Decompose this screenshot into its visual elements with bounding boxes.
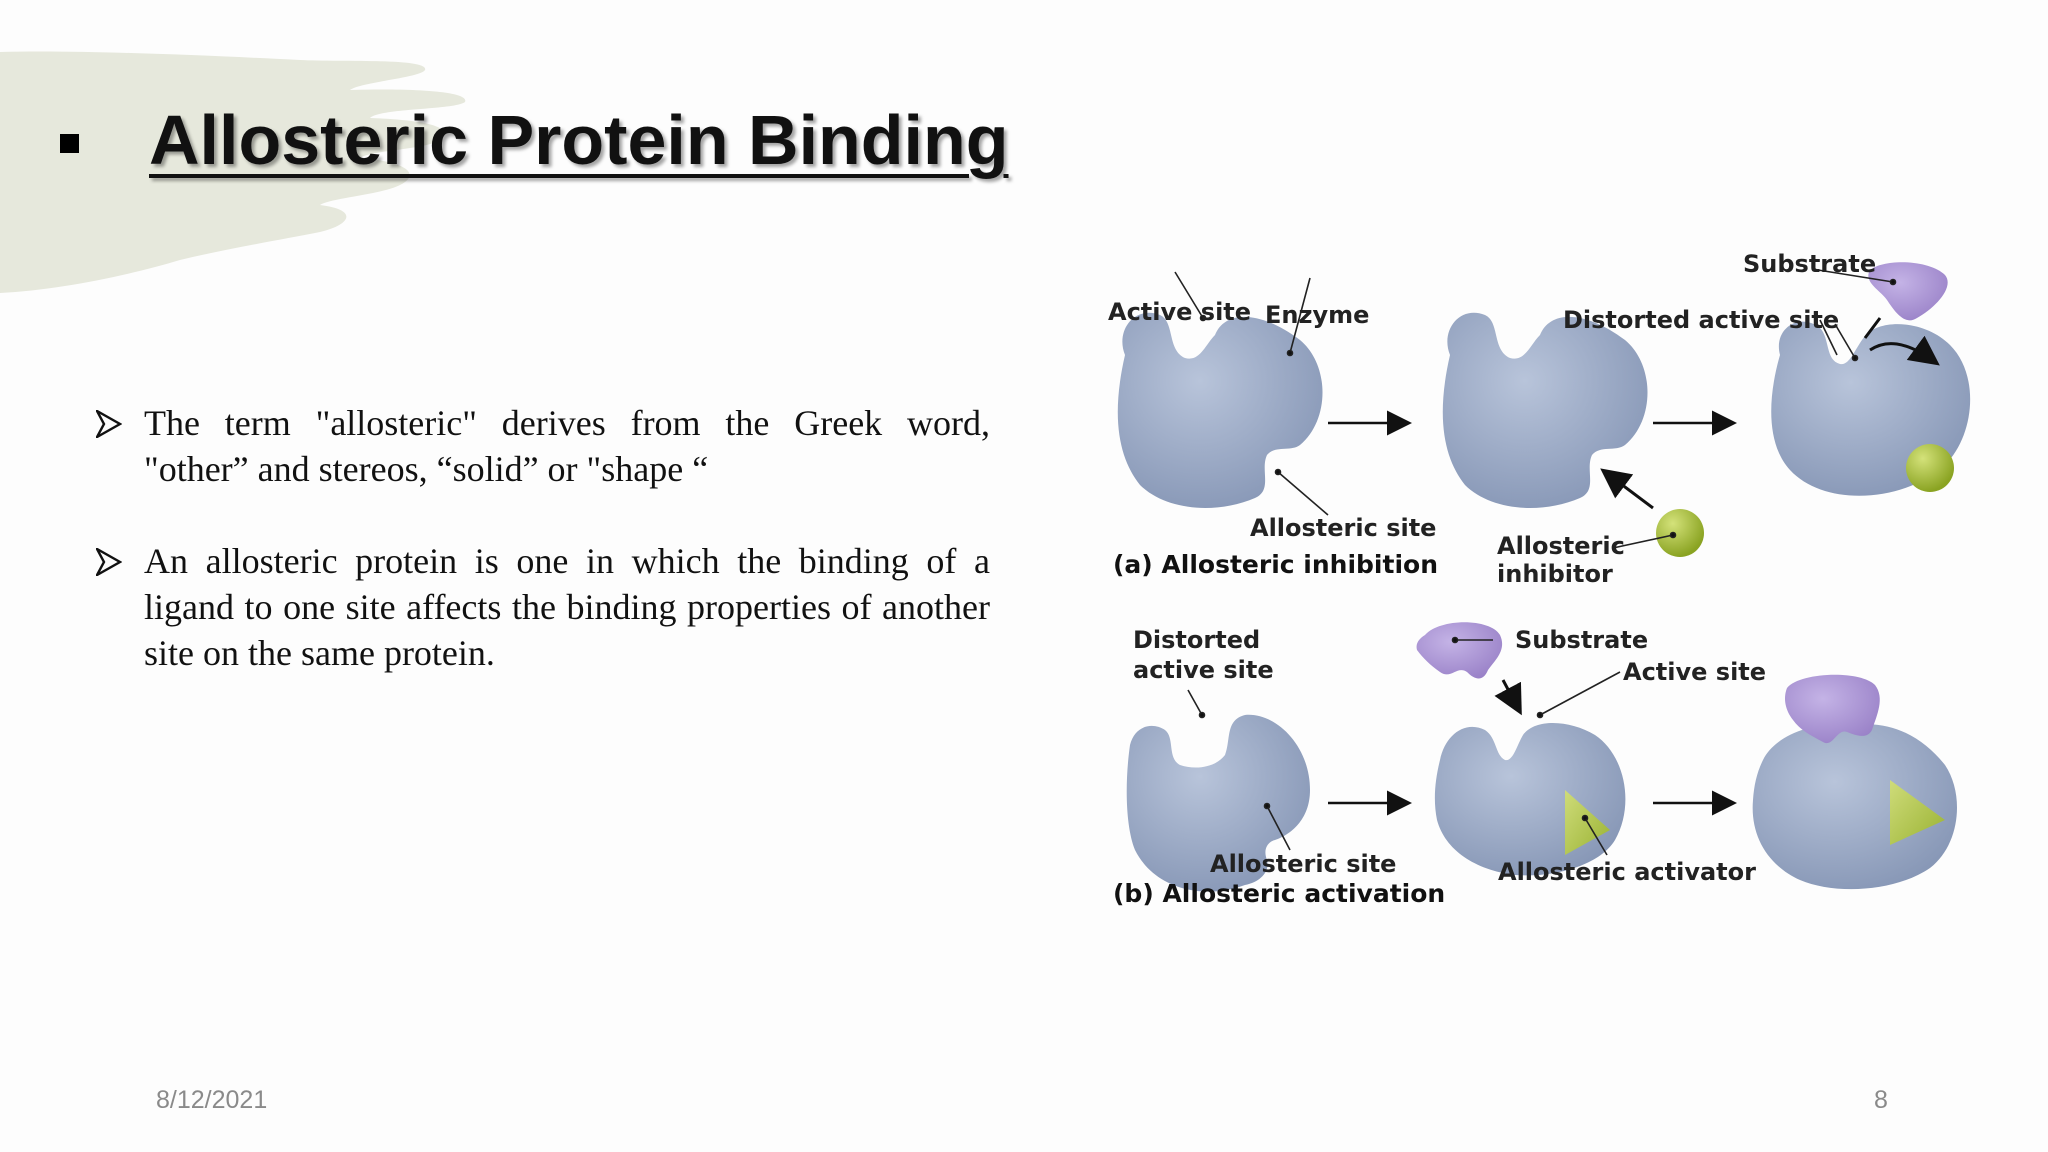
enzyme-shape	[1118, 313, 1323, 508]
label-substrate-a: Substrate	[1743, 250, 1877, 278]
label-active-site: Active site	[1108, 298, 1252, 326]
binding-arrow	[1503, 680, 1519, 710]
label-active-site-b: Active site	[1623, 658, 1767, 686]
substrate-shape	[1868, 262, 1947, 320]
bullet-item	[96, 400, 990, 492]
enzyme-shape	[1435, 723, 1626, 875]
caption-a: (a) Allosteric inhibition	[1113, 550, 1438, 579]
allosteric-diagram	[1095, 240, 1985, 930]
inhibitor-ball	[1656, 509, 1704, 557]
caption-b: (b) Allosteric activation	[1113, 879, 1446, 908]
enzyme-shape	[1443, 313, 1648, 508]
label-enzyme: Enzyme	[1265, 301, 1370, 329]
label-distorted-2: active site	[1133, 656, 1274, 684]
bullet-item	[96, 538, 990, 676]
substrate-shape	[1417, 622, 1503, 678]
slide-title: Allosteric Protein Binding	[149, 101, 1009, 179]
bullet-text: An allosteric protein is one in which the binding of a ligand to one site affects the binding properties of another site on the same protein.	[144, 541, 990, 673]
arrowhead-bullet-icon	[96, 538, 144, 676]
arrowhead-bullet-icon	[96, 400, 144, 492]
label-distorted-active-site-a: Distorted active site	[1563, 306, 1840, 334]
page-number: 8	[1874, 1086, 1888, 1114]
label-substrate-b: Substrate	[1515, 626, 1649, 654]
label-allosteric-site-b: Allosteric site	[1210, 850, 1397, 878]
label-distorted-1: Distorted	[1133, 626, 1261, 654]
label-allosteric-inhibitor-1: Allosteric	[1497, 532, 1625, 560]
square-bullet-icon	[60, 134, 79, 153]
title-row	[60, 100, 1009, 180]
label-allosteric-site-a: Allosteric site	[1250, 514, 1437, 542]
bullet-list	[96, 400, 990, 722]
footer-date: 8/12/2021	[156, 1086, 268, 1114]
label-allosteric-inhibitor-2: inhibitor	[1497, 560, 1613, 588]
binding-arrow	[1605, 472, 1653, 508]
label-allosteric-activator: Allosteric activator	[1498, 858, 1756, 886]
inhibitor-ball	[1906, 444, 1954, 492]
bullet-text: The term "allosteric" derives from the Greek word, "other” and stereos, “solid” or "shape “	[144, 403, 990, 489]
